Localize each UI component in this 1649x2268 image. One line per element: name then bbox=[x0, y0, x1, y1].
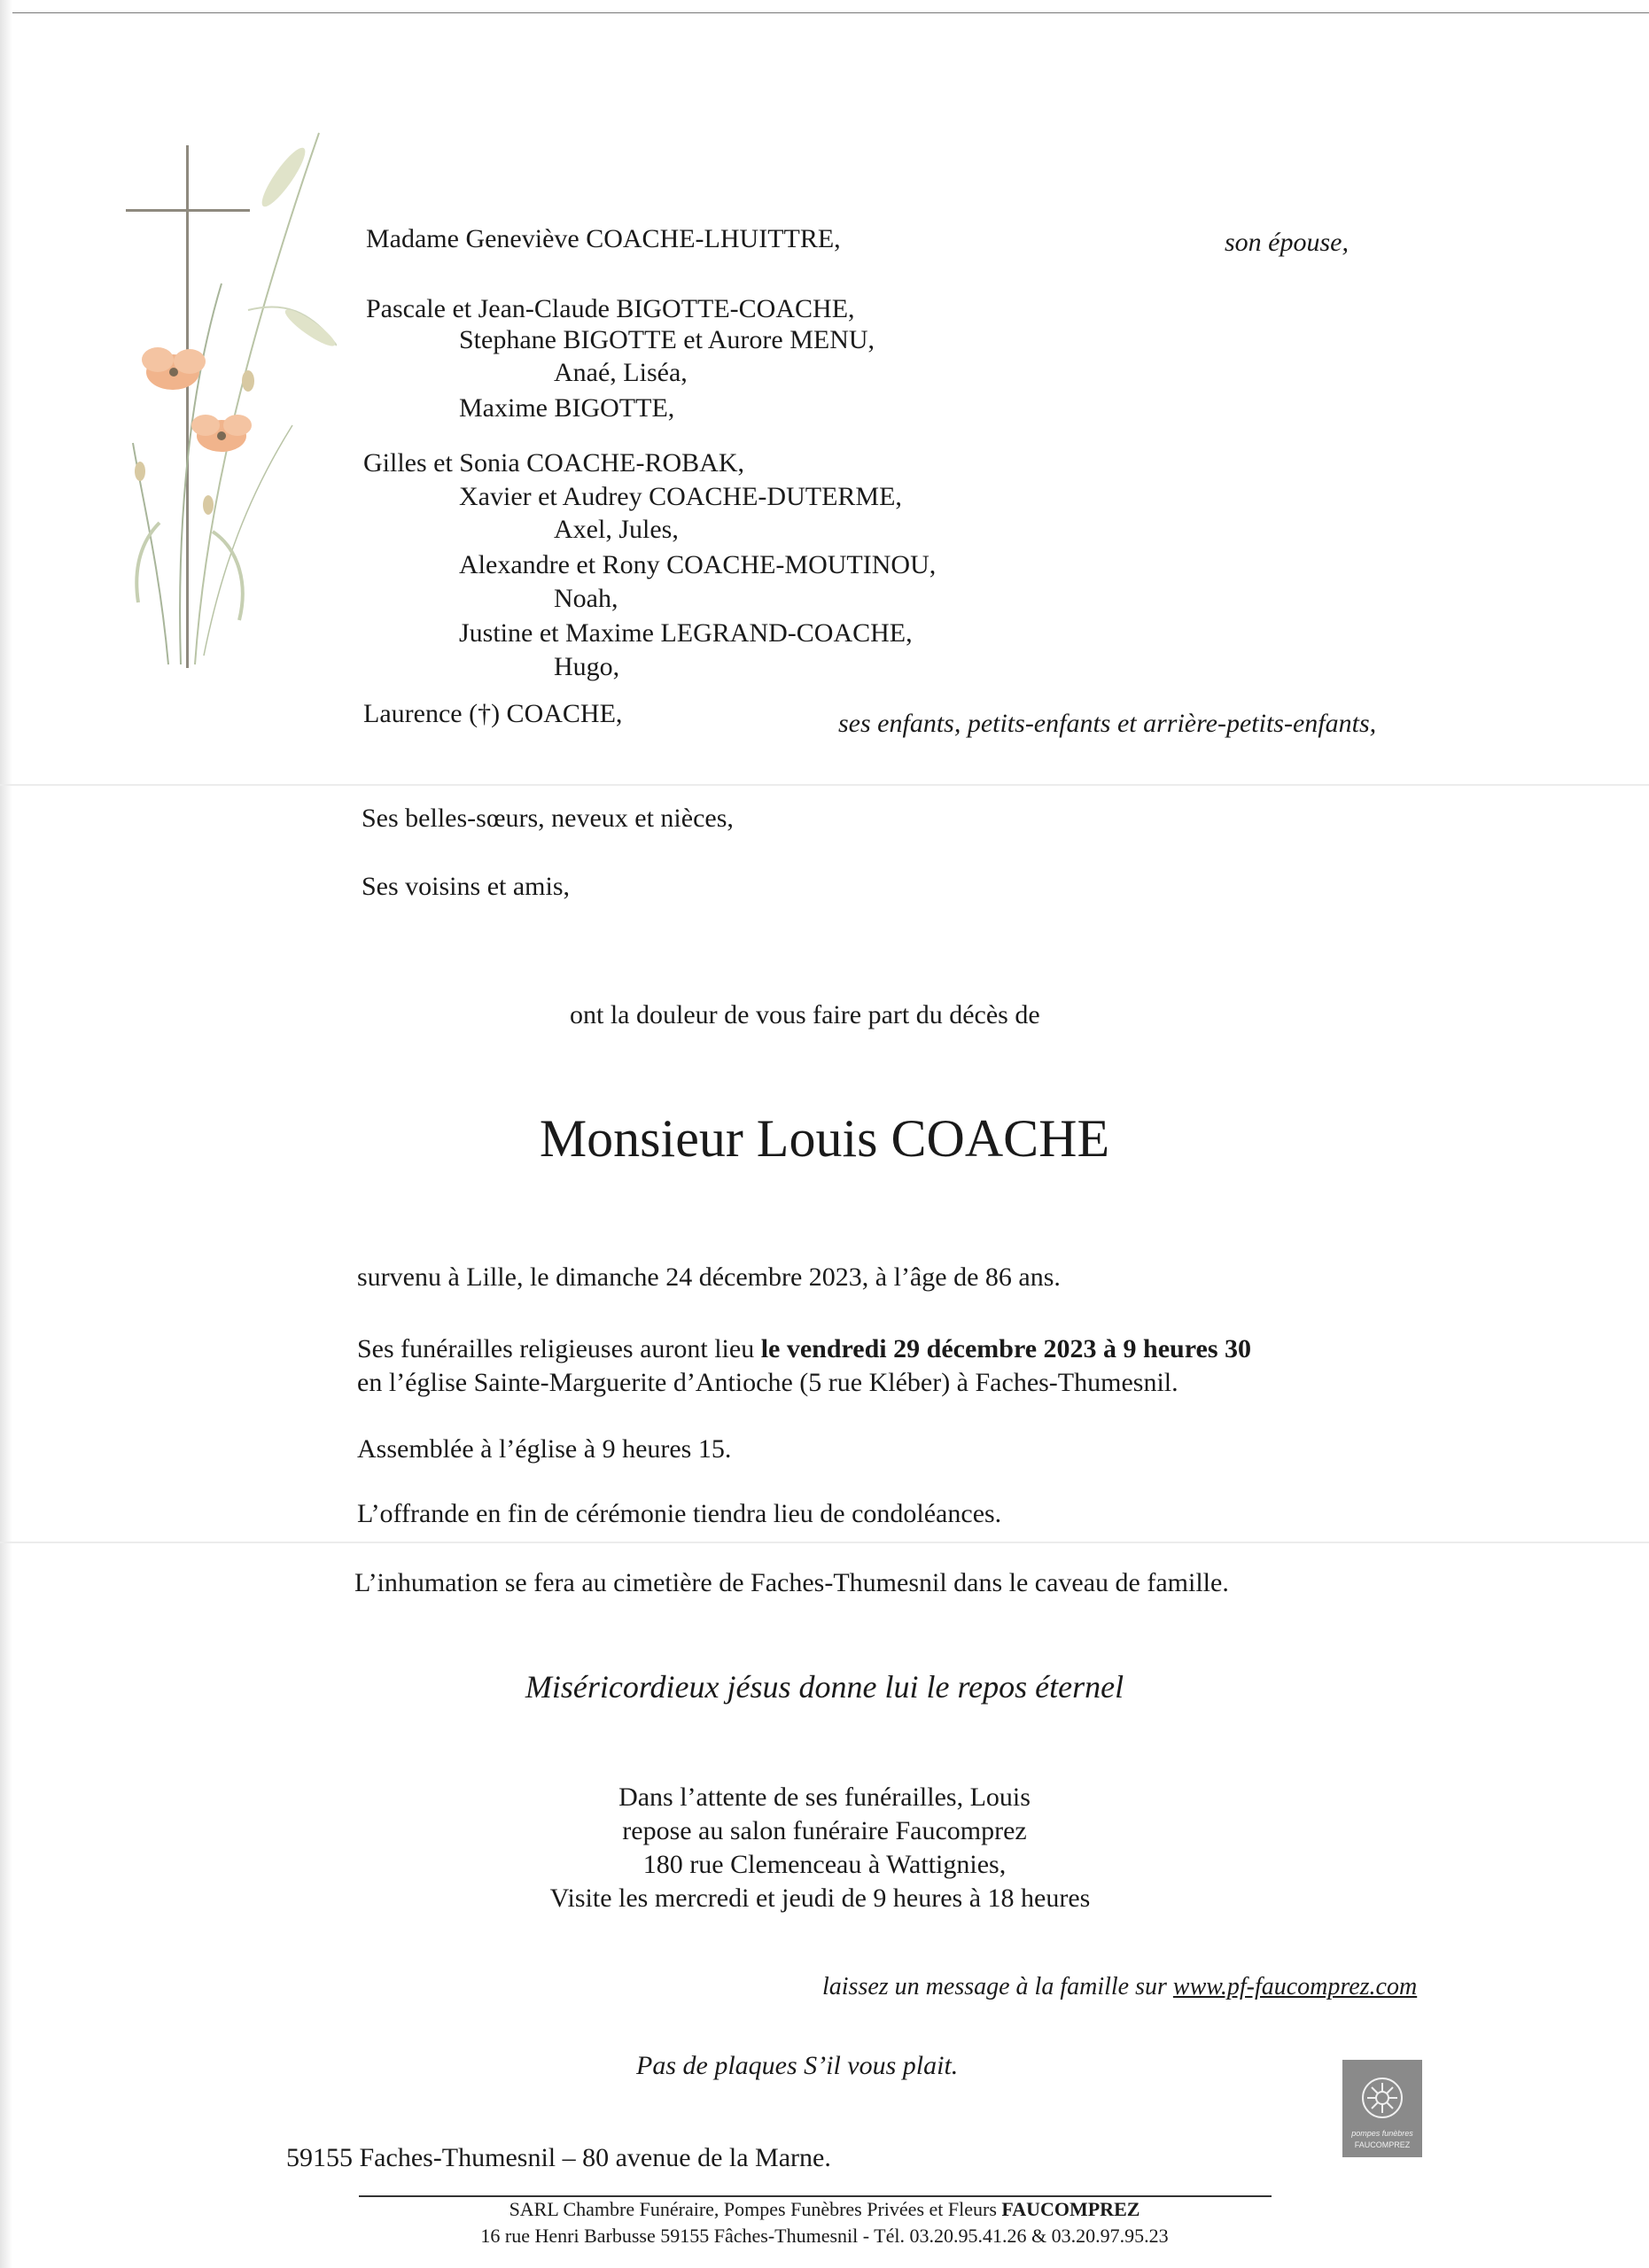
family-line: Noah, bbox=[554, 584, 618, 613]
assembly-time: Assemblée à l’église à 9 heures 15. bbox=[357, 1434, 732, 1464]
paper-fold-line bbox=[0, 1542, 1649, 1543]
footer-company-name: FAUCOMPREZ bbox=[1001, 2198, 1140, 2220]
family-line: Maxime BIGOTTE, bbox=[459, 393, 675, 423]
footer-company bbox=[0, 2197, 1649, 2222]
faucomprez-logo bbox=[1342, 2060, 1422, 2157]
starburst-logo-icon bbox=[1360, 2076, 1404, 2120]
family-line: Justine et Maxime LEGRAND-COACHE, bbox=[459, 618, 913, 648]
family-line: Pascale et Jean-Claude BIGOTTE-COACHE, bbox=[366, 294, 855, 323]
website-link[interactable]: www.pf-faucomprez.com bbox=[1172, 1973, 1418, 2000]
family-line: Xavier et Audrey COACHE-DUTERME, bbox=[459, 482, 902, 511]
logo-brand-text: FAUCOMPREZ bbox=[1354, 2140, 1411, 2149]
announcement-intro: ont la douleur de vous faire part du décès de bbox=[570, 1000, 1040, 1029]
prayer-line: Miséricordieux jésus donne lui le repos éternel bbox=[525, 1669, 1124, 1705]
no-plaques-note: Pas de plaques S’il vous plait. bbox=[636, 2051, 959, 2080]
family-spouse-role: son épouse, bbox=[1225, 228, 1349, 257]
family-children-role: ses enfants, petits-enfants et arrière-petits-enfants, bbox=[838, 709, 1377, 738]
relatives-in-laws: Ses belles-sœurs, neveux et nièces, bbox=[362, 804, 734, 833]
scan-edge bbox=[0, 12, 1649, 13]
footer-contact: 16 rue Henri Barbusse 59155 Fâches-Thumesnil - Tél. 03.20.95.41.26 & 03.20.97.95.23 bbox=[480, 2225, 1169, 2247]
funeral-line bbox=[357, 1333, 1251, 1365]
family-line: Alexandre et Rony COACHE-MOUTINOU, bbox=[459, 550, 937, 579]
visitation-line: 180 rue Clemenceau à Wattignies, bbox=[642, 1850, 1007, 1879]
relatives-neighbors: Ses voisins et amis, bbox=[362, 872, 571, 901]
visitation-line: Visite les mercredi et jeudi de 9 heures à 18 heures bbox=[549, 1884, 1091, 1913]
death-details: survenu à Lille, le dimanche 24 décembre 2023, à l’âge de 86 ans. bbox=[357, 1262, 1061, 1292]
visitation-line: Dans l’attente de ses funérailles, Louis bbox=[618, 1783, 1031, 1812]
offering-note: L’offrande en fin de cérémonie tiendra lieu de condoléances. bbox=[357, 1499, 1002, 1528]
address-line: 59155 Faches-Thumesnil – 80 avenue de la Marne. bbox=[286, 2143, 831, 2172]
footer-company-prefix: SARL Chambre Funéraire, Pompes Funèbres Privées et Fleurs bbox=[509, 2198, 1002, 2220]
family-line: Laurence (†) COACHE, bbox=[363, 699, 623, 728]
funeral-prefix: Ses funérailles religieuses auront lieu bbox=[357, 1334, 761, 1363]
visitation-line: repose au salon funéraire Faucomprez bbox=[622, 1816, 1027, 1845]
church-details: en l’église Sainte-Marguerite d’Antioche (5 rue Kléber) à Faches-Thumesnil. bbox=[357, 1368, 1178, 1397]
family-line: Anaé, Liséa, bbox=[554, 358, 688, 387]
paper-fold-line bbox=[0, 784, 1649, 786]
logo-script-text: pompes funèbres bbox=[1351, 2129, 1413, 2138]
cross-poppy-illustration-icon bbox=[106, 124, 337, 673]
burial-details: L’inhumation se fera au cimetière de Faches-Thumesnil dans le caveau de famille. bbox=[354, 1568, 1229, 1597]
funeral-date: le vendredi 29 décembre 2023 à 9 heures 30 bbox=[760, 1334, 1251, 1363]
family-line: Hugo, bbox=[554, 652, 620, 681]
deceased-name: Monsieur Louis COACHE bbox=[539, 1109, 1110, 1168]
family-line: Gilles et Sonia COACHE-ROBAK, bbox=[363, 448, 744, 478]
family-line: Axel, Jules, bbox=[554, 515, 679, 544]
family-line: Stephane BIGOTTE et Aurore MENU, bbox=[459, 325, 875, 354]
family-spouse-name: Madame Geneviève COACHE-LHUITTRE, bbox=[366, 224, 841, 253]
message-line bbox=[822, 1971, 1417, 2003]
message-text: laissez un message à la famille sur bbox=[822, 1973, 1173, 2000]
